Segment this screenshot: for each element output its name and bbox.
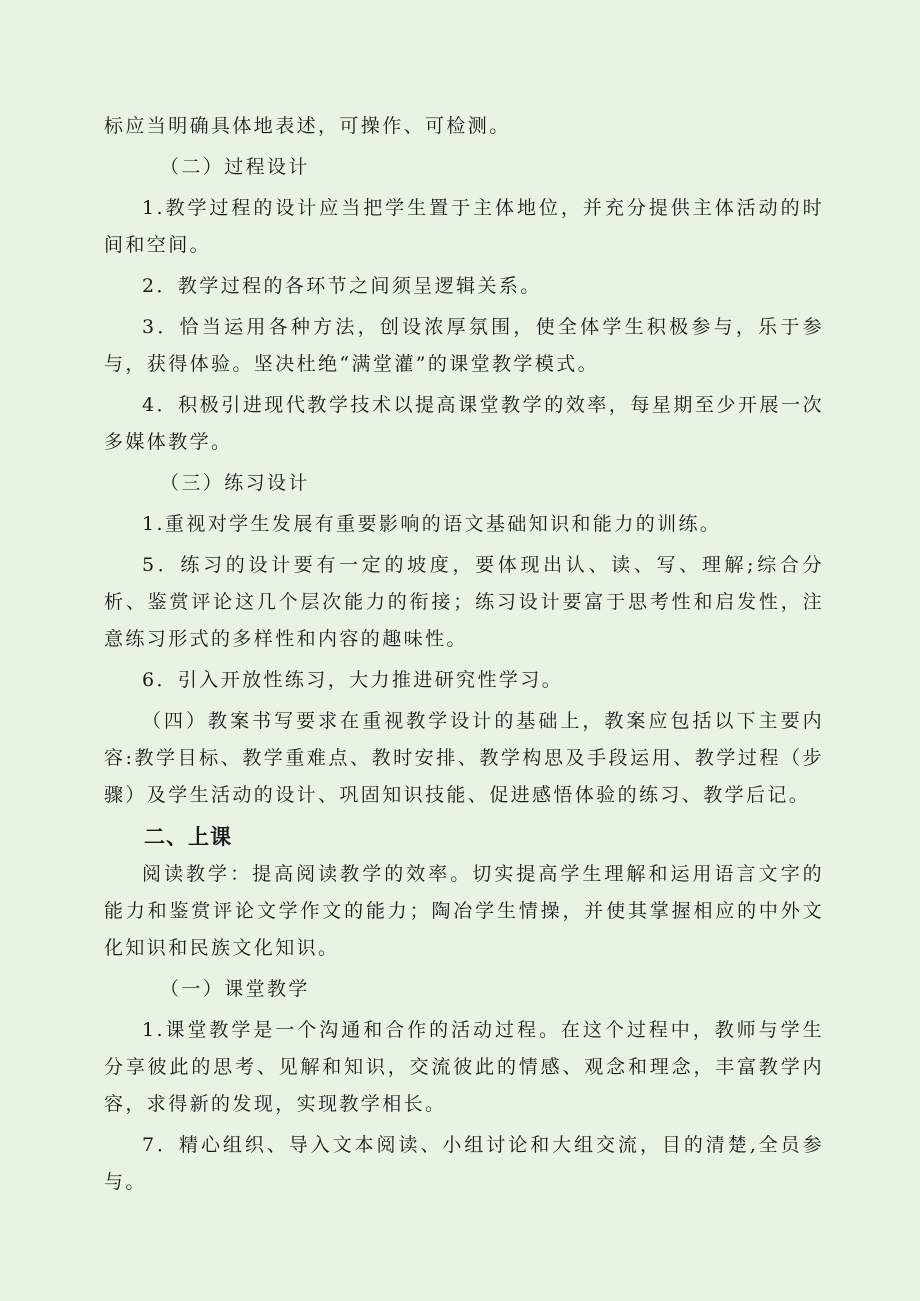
paragraph-process-3: 3．恰当运用各种方法，创设浓厚氛围，使全体学生积极参与，乐于参与，获得体验。坚决杜绝“满堂灌”的课堂教学模式。 <box>104 316 824 375</box>
paragraph-exercise-6: 6．引入开放性练习，大力推进研究性学习。 <box>142 669 564 691</box>
paragraph-reading-teaching: 阅读教学：提高阅读教学的效率。切实提高学生理解和运用语言文字的能力和鉴赏评论文学作文的能力；陶冶学生情操，并使其掌握相应的中外文化知识和民族文化知识。 <box>104 863 824 959</box>
paragraph-lesson-plan: （四）教案书写要求在重视教学设计的基础上，教案应包括以下主要内容:教学目标、教学重难点、教时安排、教学构思及手段运用、教学过程（步骤）及学生活动的设计、巩固知识技能、促进感悟体验的练习、教学后记。 <box>104 710 824 806</box>
paragraph-classroom-7: 7．精心组织、导入文本阅读、小组讨论和大组交流，目的清楚,全员参与。 <box>104 1134 824 1193</box>
paragraph-classroom-1: 1.课堂教学是一个沟通和合作的活动过程。在这个过程中，教师与学生分享彼此的思考、见解和知识，交流彼此的情感、观念和理念，丰富教学内容，求得新的发现，实现教学相长。 <box>104 1019 824 1115</box>
paragraph-exercise-5: 5．练习的设计要有一定的坡度，要体现出认、读、写、理解;综合分析、鉴赏评论这几个层次能力的衔接；练习设计要富于思考性和启发性，注意练习形式的多样性和内容的趣味性。 <box>104 554 824 650</box>
subheading-process-design: （二）过程设计 <box>160 156 310 178</box>
paragraph-exercise-1: 1.重视对学生发展有重要影响的语文基础知识和能力的训练。 <box>142 513 722 535</box>
paragraph-process-4: 4．积极引进现代教学技术以提高课堂教学的效率，每星期至少开展一次多媒体教学。 <box>104 394 824 453</box>
paragraph-continuation: 标应当明确具体地表述，可操作、可检测。 <box>104 115 511 137</box>
paragraph-process-2: 2．教学过程的各环节之间须呈逻辑关系。 <box>142 275 542 297</box>
section-heading-class: 二、上课 <box>144 825 232 849</box>
subheading-classroom-teaching: （一）课堂教学 <box>160 978 310 1000</box>
subheading-exercise-design: （三）练习设计 <box>160 472 310 494</box>
paragraph-process-1: 1.教学过程的设计应当把学生置于主体地位，并充分提供主体活动的时间和空间。 <box>104 197 824 256</box>
